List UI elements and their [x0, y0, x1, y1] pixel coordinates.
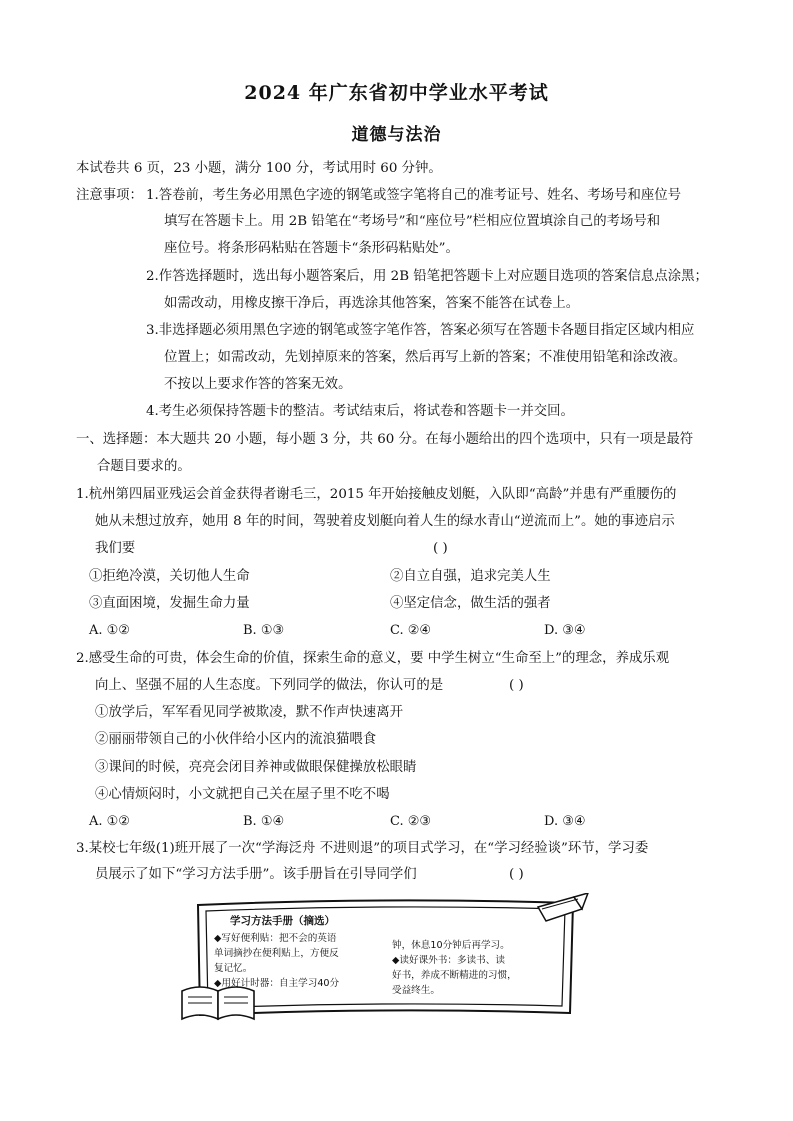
- q1-statement-4: ④坚定信念，做生活的强者: [390, 596, 551, 611]
- q1-stem-line-3: 我们要: [95, 541, 136, 556]
- note-1-line-1: 1.答卷前，考生务必用黑色字迹的钢笔或签字笔将自己的准考证号、姓名、考场号和座位号: [146, 188, 682, 203]
- q2-option-a[interactable]: A. ①②: [89, 814, 130, 829]
- subject-title: 道德与法治: [351, 125, 442, 145]
- note-1-line-2: 填写在答题卡上。用 2B 铅笔在“考场号”和“座位号”栏相应位置填涂自己的考场号和: [164, 214, 661, 229]
- q3-stem-line-2: 员展示了如下“学习方法手册”。该手册旨在引导同学们: [95, 867, 417, 882]
- handbook-left-line-4: ◆用好计时器：自主学习40分: [214, 978, 340, 989]
- q2-statement-1: ①放学后，军军看见同学被欺凌，默不作声快速离开: [95, 705, 403, 720]
- exam-intro: 本试卷共 6 页，23 小题，满分 100 分，考试用时 60 分钟。: [76, 161, 442, 176]
- q1-stem-line-2: 她从未想过放弃，她用 8 年的时间，驾驶着皮划艇向着人生的绿水青山“逆流而上”。她的事迹启示: [95, 514, 675, 529]
- q1-statement-1: ①拒绝冷漠，关切他人生命: [89, 569, 250, 584]
- q3-answer-paren: ( ): [509, 867, 524, 882]
- note-3-line-2: 位置上；如需改动，先划掉原来的答案，然后再写上新的答案；不准使用铅笔和涂改液。: [164, 350, 687, 365]
- study-handbook-illustration: [178, 893, 596, 1023]
- handbook-left-line-2: 单词摘抄在便利贴上，方便反: [214, 948, 339, 959]
- section-1-heading-cont: 合题目要求的。: [97, 459, 191, 474]
- q1-option-a[interactable]: A. ①②: [89, 623, 130, 638]
- q2-answer-paren: ( ): [509, 678, 524, 693]
- note-4-line-1: 4.考生必须保持答题卡的整洁。考试结束后，将试卷和答题卡一并交回。: [146, 404, 574, 419]
- q1-option-c[interactable]: C. ②④: [390, 623, 432, 638]
- q2-option-c[interactable]: C. ②③: [390, 814, 432, 829]
- handbook-right-line-1: 钟，休息10分钟后再学习。: [392, 940, 510, 951]
- q2-statement-3: ③课间的时候，亮亮会闭目养神或做眼保健操放松眼睛: [95, 760, 417, 775]
- exam-title: 2024 年广东省初中学业水平考试: [244, 82, 549, 104]
- handbook-left-line-1: ◆写好便利贴：把不会的英语: [214, 933, 337, 944]
- note-1-line-3: 座位号。将条形码粘贴在答题卡“条形码粘贴处”。: [164, 241, 459, 256]
- q2-option-d[interactable]: D. ③④: [544, 814, 586, 829]
- handbook-right-line-3: 好书，养成不断精进的习惯，: [392, 970, 517, 981]
- handbook-left-line-3: 复记忆。: [214, 963, 253, 974]
- handbook-right-line-4: 受益终生。: [392, 985, 440, 996]
- q1-option-b[interactable]: B. ①③: [243, 623, 285, 638]
- q3-stem-line-1: 3.某校七年级(1)班开展了一次“学海泛舟 不进则退”的项目式学习，在“学习经验谈”环节，学习委: [76, 841, 649, 856]
- q1-option-d[interactable]: D. ③④: [544, 623, 586, 638]
- q1-stem-line-1: 1.杭州第四届亚残运会首金获得者谢毛三，2015 年开始接触皮划艇，入队即“高龄”并患有严重腰伤的: [76, 487, 677, 502]
- note-2-line-1: 2.作答选择题时，选出每小题答案后，用 2B 铅笔把答题卡上对应题目选项的答案信息点涂黑；: [146, 269, 708, 284]
- q2-stem-line-2: 向上、坚强不屈的人生态度。下列同学的做法，你认可的是: [95, 678, 444, 693]
- q2-stem-line-1: 2.感受生命的可贵，体会生命的价值，探索生命的意义，要 中学生树立“生命至上”的理念，养成乐观: [76, 651, 670, 666]
- note-3-line-3: 不按以上要求作答的答案无效。: [164, 377, 352, 392]
- q2-statement-2: ②丽丽带领自己的小伙伴给小区内的流浪猫喂食: [95, 732, 377, 747]
- section-1-heading: 一、选择题：本大题共 20 小题，每小题 3 分，共 60 分。在每小题给出的四个选项中，只有一项是最符: [76, 432, 694, 447]
- q1-statement-3: ③直面困境，发掘生命力量: [89, 596, 250, 611]
- note-3-line-1: 3.非选择题必须用黑色字迹的钢笔或签字笔作答，答案必须写在答题卡各题目指定区域内相应: [146, 323, 695, 338]
- note-2-line-2: 如需改动，用橡皮擦干净后，再选涂其他答案，答案不能答在试卷上。: [164, 296, 580, 311]
- q1-statement-2: ②自立自强，追求完美人生: [390, 569, 551, 584]
- q2-option-b[interactable]: B. ①④: [243, 814, 285, 829]
- notes-label: 注意事项：: [76, 188, 143, 203]
- open-book-icon: [182, 987, 254, 1019]
- handbook-title: 学习方法手册（摘选）: [230, 915, 335, 927]
- q1-answer-paren: ( ): [433, 541, 448, 556]
- handbook-right-line-2: ◆读好课外书：多读书、读: [392, 955, 505, 966]
- q2-statement-4: ④心情烦闷时，小文就把自己关在屋子里不吃不喝: [95, 787, 390, 802]
